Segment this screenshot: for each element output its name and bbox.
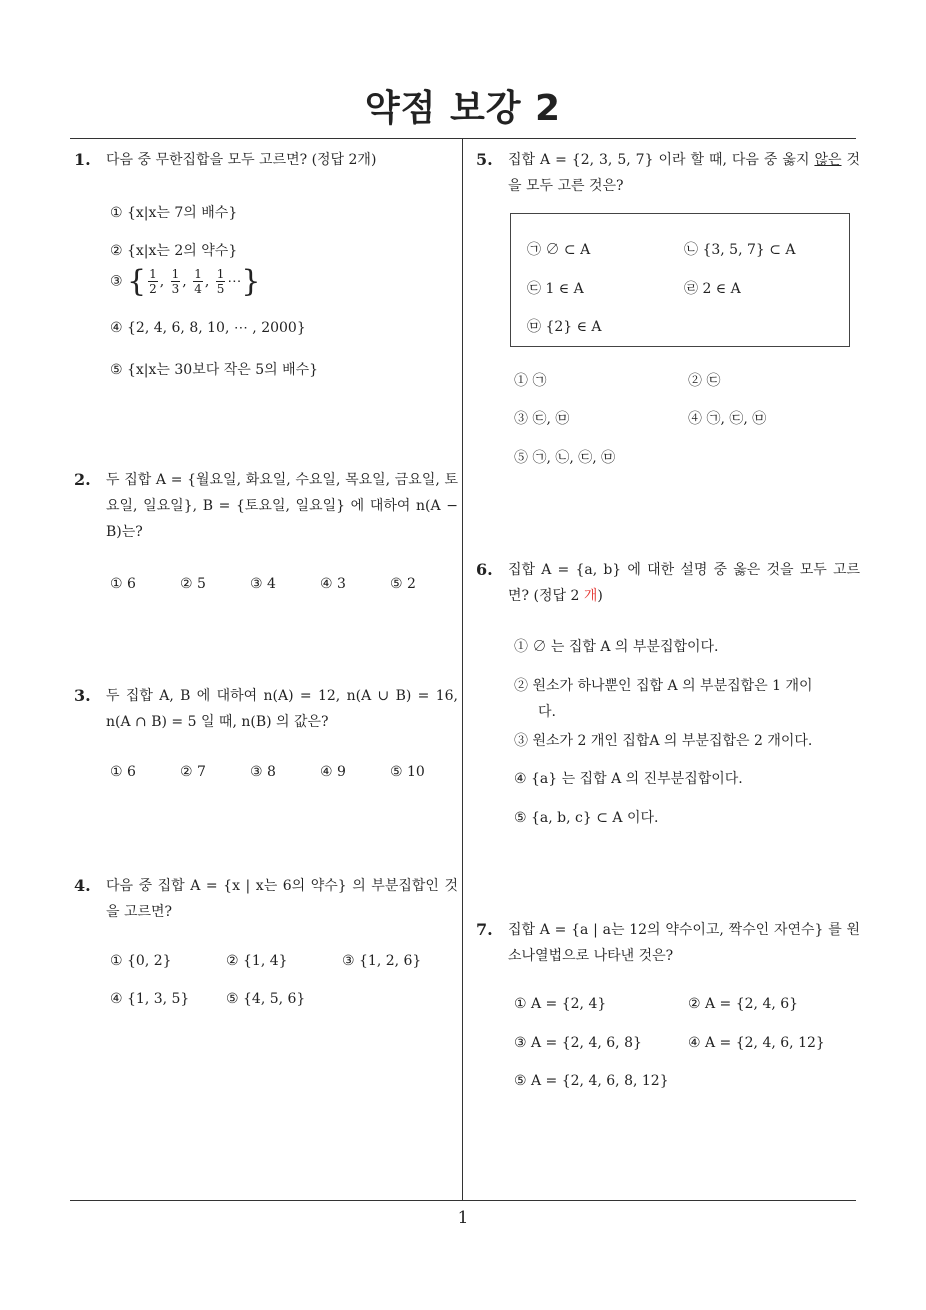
option-4[interactable]: ④ {a} 는 집합 A 의 진부분집합이다. xyxy=(514,771,743,787)
question-text: 다음 중 무한집합을 모두 고르면? (정답 2개) xyxy=(106,152,377,168)
option-1[interactable]: ① ∅ 는 집합 A 의 부분집합이다. xyxy=(514,639,719,655)
top-rule xyxy=(70,138,856,139)
question-text xyxy=(508,557,860,609)
option-1[interactable]: ① {x|x는 7의 배수} xyxy=(110,205,238,221)
bottom-rule xyxy=(70,1200,856,1201)
question-text-part: 집합 A = {a, b} 에 대한 설명 중 옳은 것을 모두 고르면? (정답 2 xyxy=(508,562,860,604)
question-text: 두 집합 A, B 에 대하여 n(A) = 12, n(A ∪ B) = 16, n(A ∩ B) = 5 일 때, n(B) 의 값은? xyxy=(106,688,458,730)
question-number: 7. xyxy=(476,920,493,939)
denominator: 5 xyxy=(216,282,225,296)
option-1[interactable]: ① ㉠ xyxy=(514,373,547,389)
statement-c: ㉢ 1 ∈ A xyxy=(527,281,584,297)
question-number: 5. xyxy=(476,150,493,169)
option-2[interactable] xyxy=(514,675,813,721)
option-2[interactable]: ② ㉢ xyxy=(688,373,721,389)
option-1[interactable]: ① A = {2, 4} xyxy=(514,996,607,1012)
option-1[interactable]: ① {0, 2} xyxy=(110,953,172,969)
question-number: 4. xyxy=(74,876,91,895)
question-number: 6. xyxy=(476,560,493,579)
option-4[interactable]: ④ {2, 4, 6, 8, 10, ⋯ , 2000} xyxy=(110,320,306,336)
denominator: 3 xyxy=(171,282,180,296)
option-4[interactable]: ④ A = {2, 4, 6, 12} xyxy=(688,1035,825,1051)
question-number: 3. xyxy=(74,686,91,705)
fraction xyxy=(216,267,226,296)
question-text: 두 집합 A = {월요일, 화요일, 수요일, 목요일, 금요일, 토요일, 일요일}, B = {토요일, 일요일} 에 대하여 n(A − B)는? xyxy=(106,472,458,540)
denominator: 4 xyxy=(194,282,202,296)
column-divider xyxy=(462,138,463,1201)
option-3[interactable]: ③ { $\frac{1}{2}$ , $\frac{1}{3}$ , $\frac{1}{4}$ , $\frac{1}{5}$ ⋯} xyxy=(110,264,261,299)
ellipsis: ⋯ xyxy=(227,273,242,290)
option-5[interactable]: ⑤ 2 xyxy=(390,576,416,592)
option-1[interactable]: ① 6 xyxy=(110,764,136,780)
option-2[interactable]: ② 7 xyxy=(180,764,206,780)
numerator: 1 xyxy=(171,267,180,281)
option-3[interactable]: ③ {1, 2, 6} xyxy=(342,953,422,969)
numerator: 1 xyxy=(149,267,157,281)
option-5[interactable]: ⑤ {4, 5, 6} xyxy=(226,991,306,1007)
option-2-line-2: 다. xyxy=(538,704,556,720)
option-3[interactable]: ③ A = {2, 4, 6, 8} xyxy=(514,1035,642,1051)
option-2[interactable]: ② 5 xyxy=(180,576,206,592)
left-brace: { xyxy=(127,264,147,299)
option-5[interactable]: ⑤ {x|x는 30보다 작은 5의 배수} xyxy=(110,362,319,378)
question-text xyxy=(508,147,860,199)
option-2[interactable]: ② A = {2, 4, 6} xyxy=(688,996,799,1012)
option-2-line-1: ② 원소가 하나뿐인 집합 A 의 부분집합은 1 개이 xyxy=(514,678,813,694)
option-2[interactable]: ② {x|x는 2의 약수} xyxy=(110,243,238,259)
highlighted-word: 개 xyxy=(583,588,598,604)
question-text-part: 것을 모두 고른 것은? xyxy=(508,152,860,194)
question-text: 집합 A = {a | a는 12의 약수이고, 짝수인 자연수} 를 원소나열법으로 나타낸 것은? xyxy=(508,922,860,964)
option-3[interactable]: ③ 4 xyxy=(250,576,276,592)
option-2[interactable]: ② {1, 4} xyxy=(226,953,288,969)
option-1[interactable]: ① 6 xyxy=(110,576,136,592)
right-brace: } xyxy=(241,264,261,299)
option-3[interactable]: ③ 8 xyxy=(250,764,276,780)
option-4[interactable]: ④ 3 xyxy=(320,576,346,592)
statement-a: ㉠ ∅ ⊂ A xyxy=(527,242,591,258)
fraction xyxy=(193,267,203,296)
denominator: 2 xyxy=(149,282,157,296)
option-5[interactable]: ⑤ A = {2, 4, 6, 8, 12} xyxy=(514,1073,669,1089)
question-text-part: 집합 A = {2, 3, 5, 7} 이라 할 때, 다음 중 옳지 xyxy=(508,152,815,168)
option-4[interactable]: ④ {1, 3, 5} xyxy=(110,991,190,1007)
option-5[interactable]: ⑤ ㉠, ㉡, ㉢, ㉤ xyxy=(514,450,616,466)
option-5[interactable]: ⑤ 10 xyxy=(390,764,425,780)
numerator: 1 xyxy=(194,267,202,281)
statement-d: ㉣ 2 ∈ A xyxy=(684,281,741,297)
question-text-part: ) xyxy=(597,588,603,604)
question-number: 1. xyxy=(74,150,91,169)
statement-e: ㉤ {2} ∈ A xyxy=(527,319,602,335)
option-3[interactable]: ③ 원소가 2 개인 집합A 의 부분집합은 2 개이다. xyxy=(514,733,813,749)
question-number: 2. xyxy=(74,470,91,489)
underlined-word: 않은 xyxy=(814,152,842,168)
numerator: 1 xyxy=(216,267,225,281)
option-3-mark: ③ xyxy=(110,273,123,290)
page-title: 약점 보강 2 xyxy=(364,88,562,129)
question-text: 다음 중 집합 A = {x | x는 6의 약수} 의 부분집합인 것을 고르면? xyxy=(106,878,458,920)
statement-b: ㉡ {3, 5, 7} ⊂ A xyxy=(684,242,796,258)
option-4[interactable]: ④ ㉠, ㉢, ㉤ xyxy=(688,411,767,427)
option-5[interactable]: ⑤ {a, b, c} ⊂ A 이다. xyxy=(514,810,659,826)
fraction xyxy=(148,267,158,296)
fraction xyxy=(171,267,181,296)
option-4[interactable]: ④ 9 xyxy=(320,764,346,780)
statement-box xyxy=(510,213,850,347)
page-number: 1 xyxy=(457,1208,469,1228)
option-3[interactable]: ③ ㉢, ㉤ xyxy=(514,411,570,427)
